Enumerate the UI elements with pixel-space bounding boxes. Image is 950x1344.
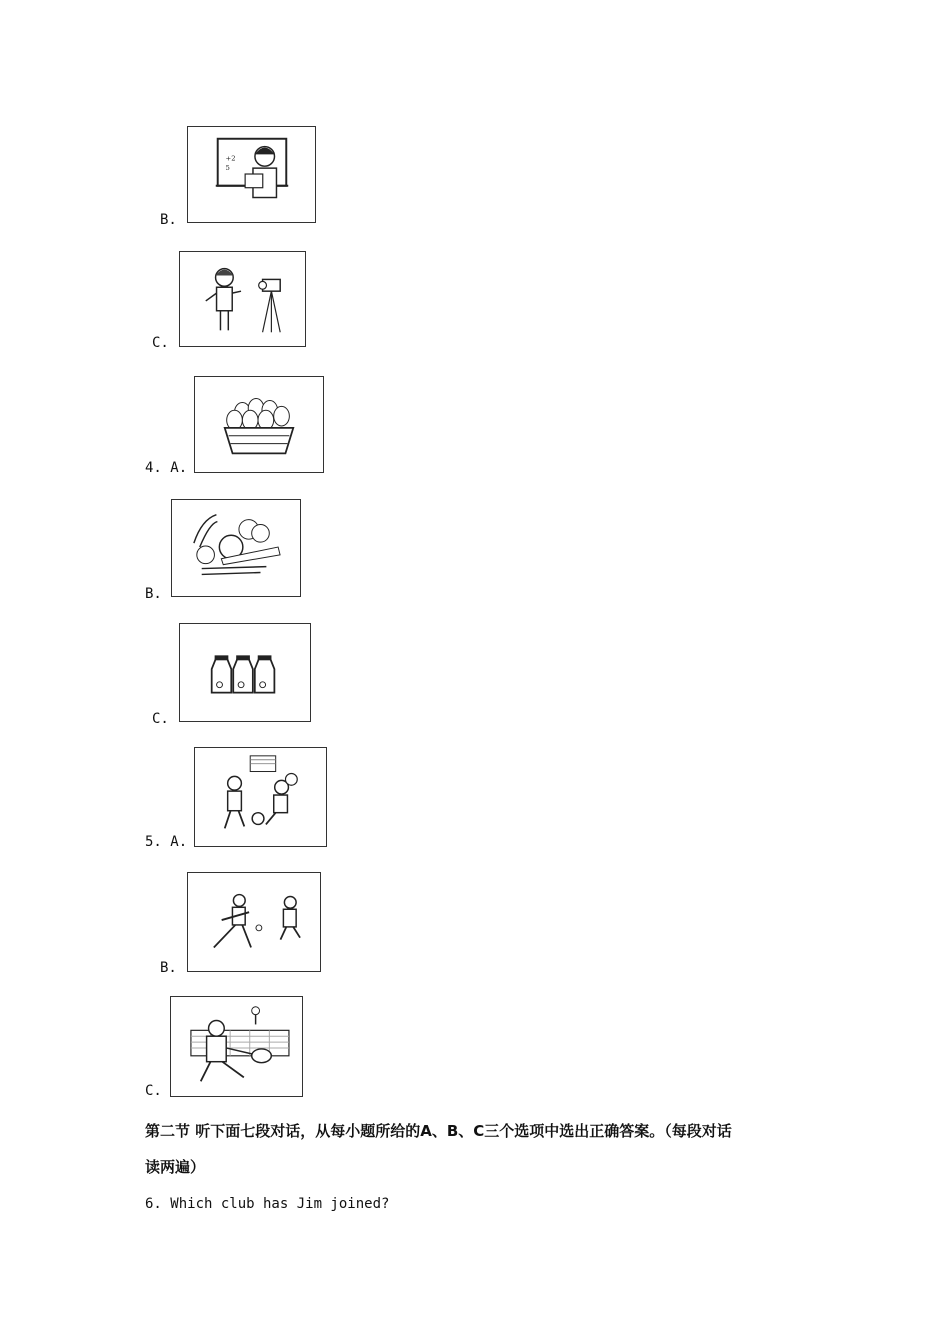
baseball-image [187,872,321,972]
svg-text:5: 5 [225,164,230,173]
option-label: C. [152,711,169,727]
reporter-camera-image [179,251,306,347]
soccer-image [194,747,327,847]
teacher-blackboard-image [187,126,316,223]
section-heading-continued: 读两遍） [145,1158,206,1176]
option-label: C. [152,335,169,351]
milk-bottles-image [179,623,311,722]
option-label: 4. A. [145,460,188,476]
eggs-basket-image [194,376,324,473]
vegetables-image [171,499,301,597]
option-label: B. [145,586,162,602]
tennis-image [170,996,303,1097]
option-label: B. [160,212,177,228]
option-label: C. [145,1083,162,1099]
question-6: 6. Which club has Jim joined? [145,1196,390,1212]
svg-text:+2: +2 [225,154,236,163]
option-label: 5. A. [145,834,188,850]
option-label: B. [160,960,177,976]
section-heading: 第二节 听下面七段对话，从每小题所给的A、B、C三个选项中选出正确答案。（每段对话 [145,1122,732,1140]
